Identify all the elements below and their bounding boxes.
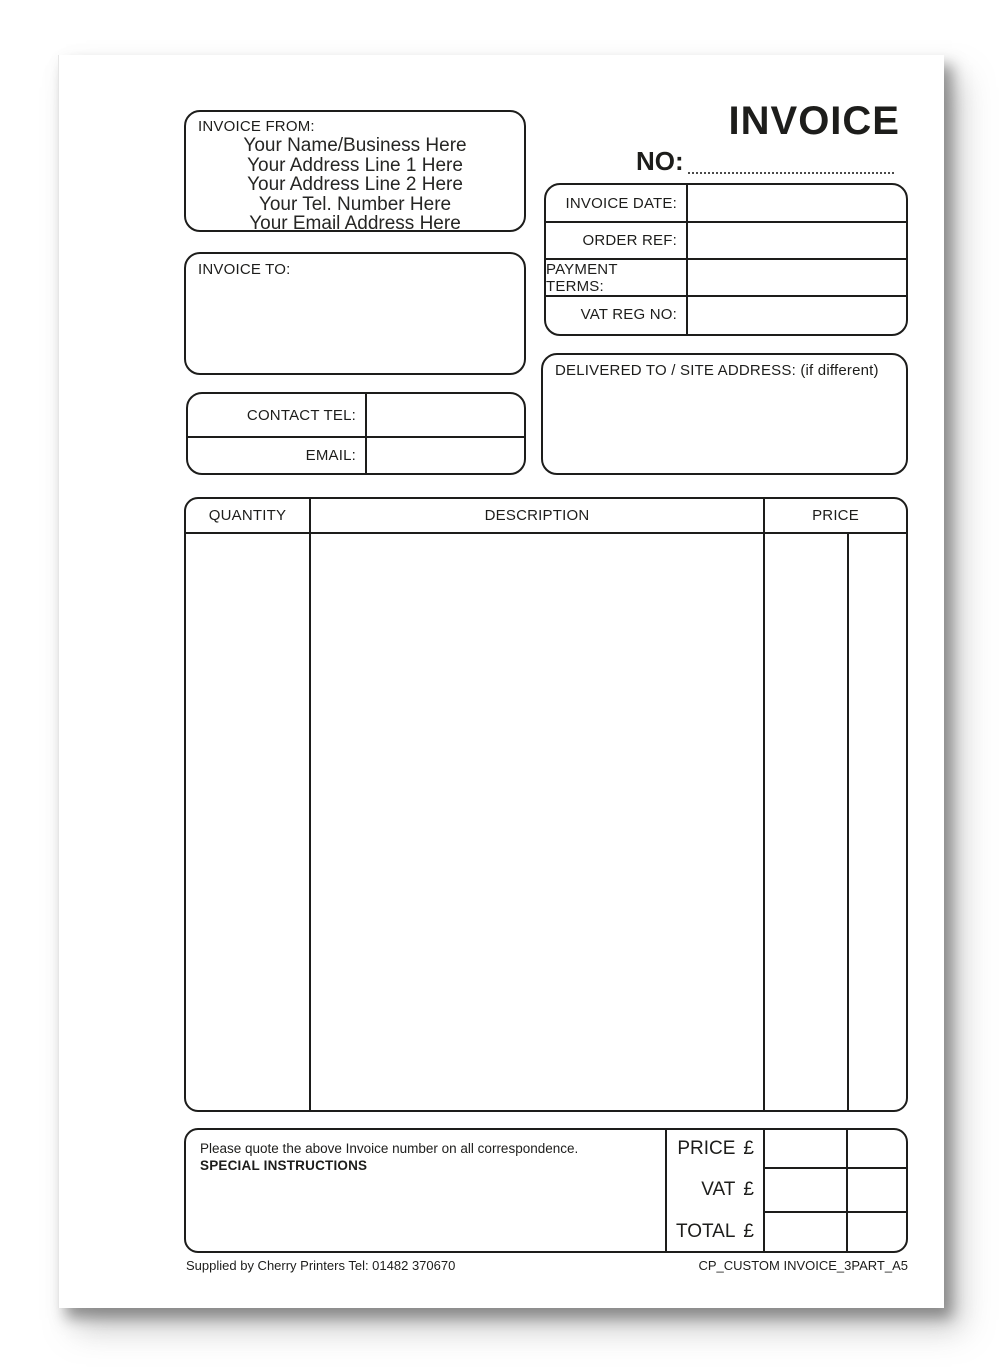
delivered-to-box (541, 353, 908, 475)
description-header: DESCRIPTION (484, 507, 590, 524)
order-ref-label: ORDER REF: (582, 232, 677, 249)
contact-box (186, 392, 526, 475)
payment-terms-label: PAYMENT TERMS: (546, 260, 618, 295)
supplier-footer: Supplied by Cherry Printers Tel: 01482 370670 (186, 1258, 456, 1273)
from-tel-line: Your Tel. Number Here (258, 193, 452, 215)
grand-total-label (665, 1213, 763, 1251)
invoice-details-box (544, 183, 908, 336)
total-currency-sign: £ (743, 1221, 754, 1242)
invoice-from-lines (198, 136, 512, 234)
vat-currency-sign: £ (743, 1179, 754, 1200)
invoice-number-label: NO: (636, 146, 684, 176)
price-pounds-cell (765, 1130, 844, 1167)
payment-terms-field (687, 259, 906, 296)
vat-total-text: VAT (701, 1179, 736, 1200)
email-field (367, 438, 524, 473)
vat-total-label (665, 1169, 763, 1211)
form-reference-footer: CP_CUSTOM INVOICE_3PART_A5 (698, 1258, 908, 1273)
vat-reg-no-field (687, 296, 906, 333)
price-total-text: PRICE (677, 1137, 736, 1159)
invoice-date-label: INVOICE DATE: (565, 195, 677, 212)
vat-reg-no-label: VAT REG NO: (580, 306, 677, 323)
invoice-date-field (687, 185, 906, 222)
invoice-number-row (636, 148, 894, 174)
contact-tel-label: CONTACT TEL: (246, 406, 356, 424)
invoice-number-dotted-line (688, 150, 894, 174)
quote-note: Please quote the above Invoice number on all correspondence. (200, 1141, 579, 1156)
invoice-from-label: INVOICE FROM: (198, 118, 315, 135)
invoice-from-box (184, 110, 526, 232)
total-pence-cell (848, 1213, 906, 1251)
from-address2-line: Your Address Line 2 Here (247, 174, 463, 195)
quantity-column-area (186, 534, 309, 1110)
invoice-sheet (58, 55, 944, 1308)
price-pounds-column-area (765, 534, 845, 1110)
order-ref-field (687, 222, 906, 259)
delivered-to-label (555, 362, 894, 379)
items-table (184, 497, 908, 1112)
vat-pence-cell (848, 1169, 906, 1211)
from-address1-line: Your Address Line 1 Here (247, 154, 463, 176)
from-name-line: Your Name/Business Here (243, 135, 467, 156)
grand-total-text: TOTAL (675, 1221, 736, 1242)
from-email-line: Your Email Address Here (249, 213, 461, 234)
invoice-to-box (184, 252, 526, 375)
total-pounds-cell (765, 1213, 844, 1251)
quantity-header: QUANTITY (208, 507, 287, 524)
totals-box (184, 1128, 908, 1253)
contact-tel-field (367, 394, 524, 436)
invoice-to-label: INVOICE TO: (198, 261, 291, 278)
page-title: INVOICE (728, 99, 900, 143)
price-header: PRICE (812, 507, 859, 524)
price-pence-cell (848, 1130, 906, 1167)
delivered-to-qualifier: (if different) (800, 362, 879, 379)
price-pence-column-area (849, 534, 906, 1110)
price-total-label (665, 1130, 763, 1167)
special-instructions-label: SPECIAL INSTRUCTIONS (200, 1158, 368, 1173)
description-column-area (311, 534, 761, 1110)
vat-pounds-cell (765, 1169, 844, 1211)
delivered-to-label-text: DELIVERED TO / SITE ADDRESS: (555, 362, 796, 379)
price-currency-sign: £ (743, 1137, 754, 1159)
email-label: EMAIL: (305, 446, 356, 464)
